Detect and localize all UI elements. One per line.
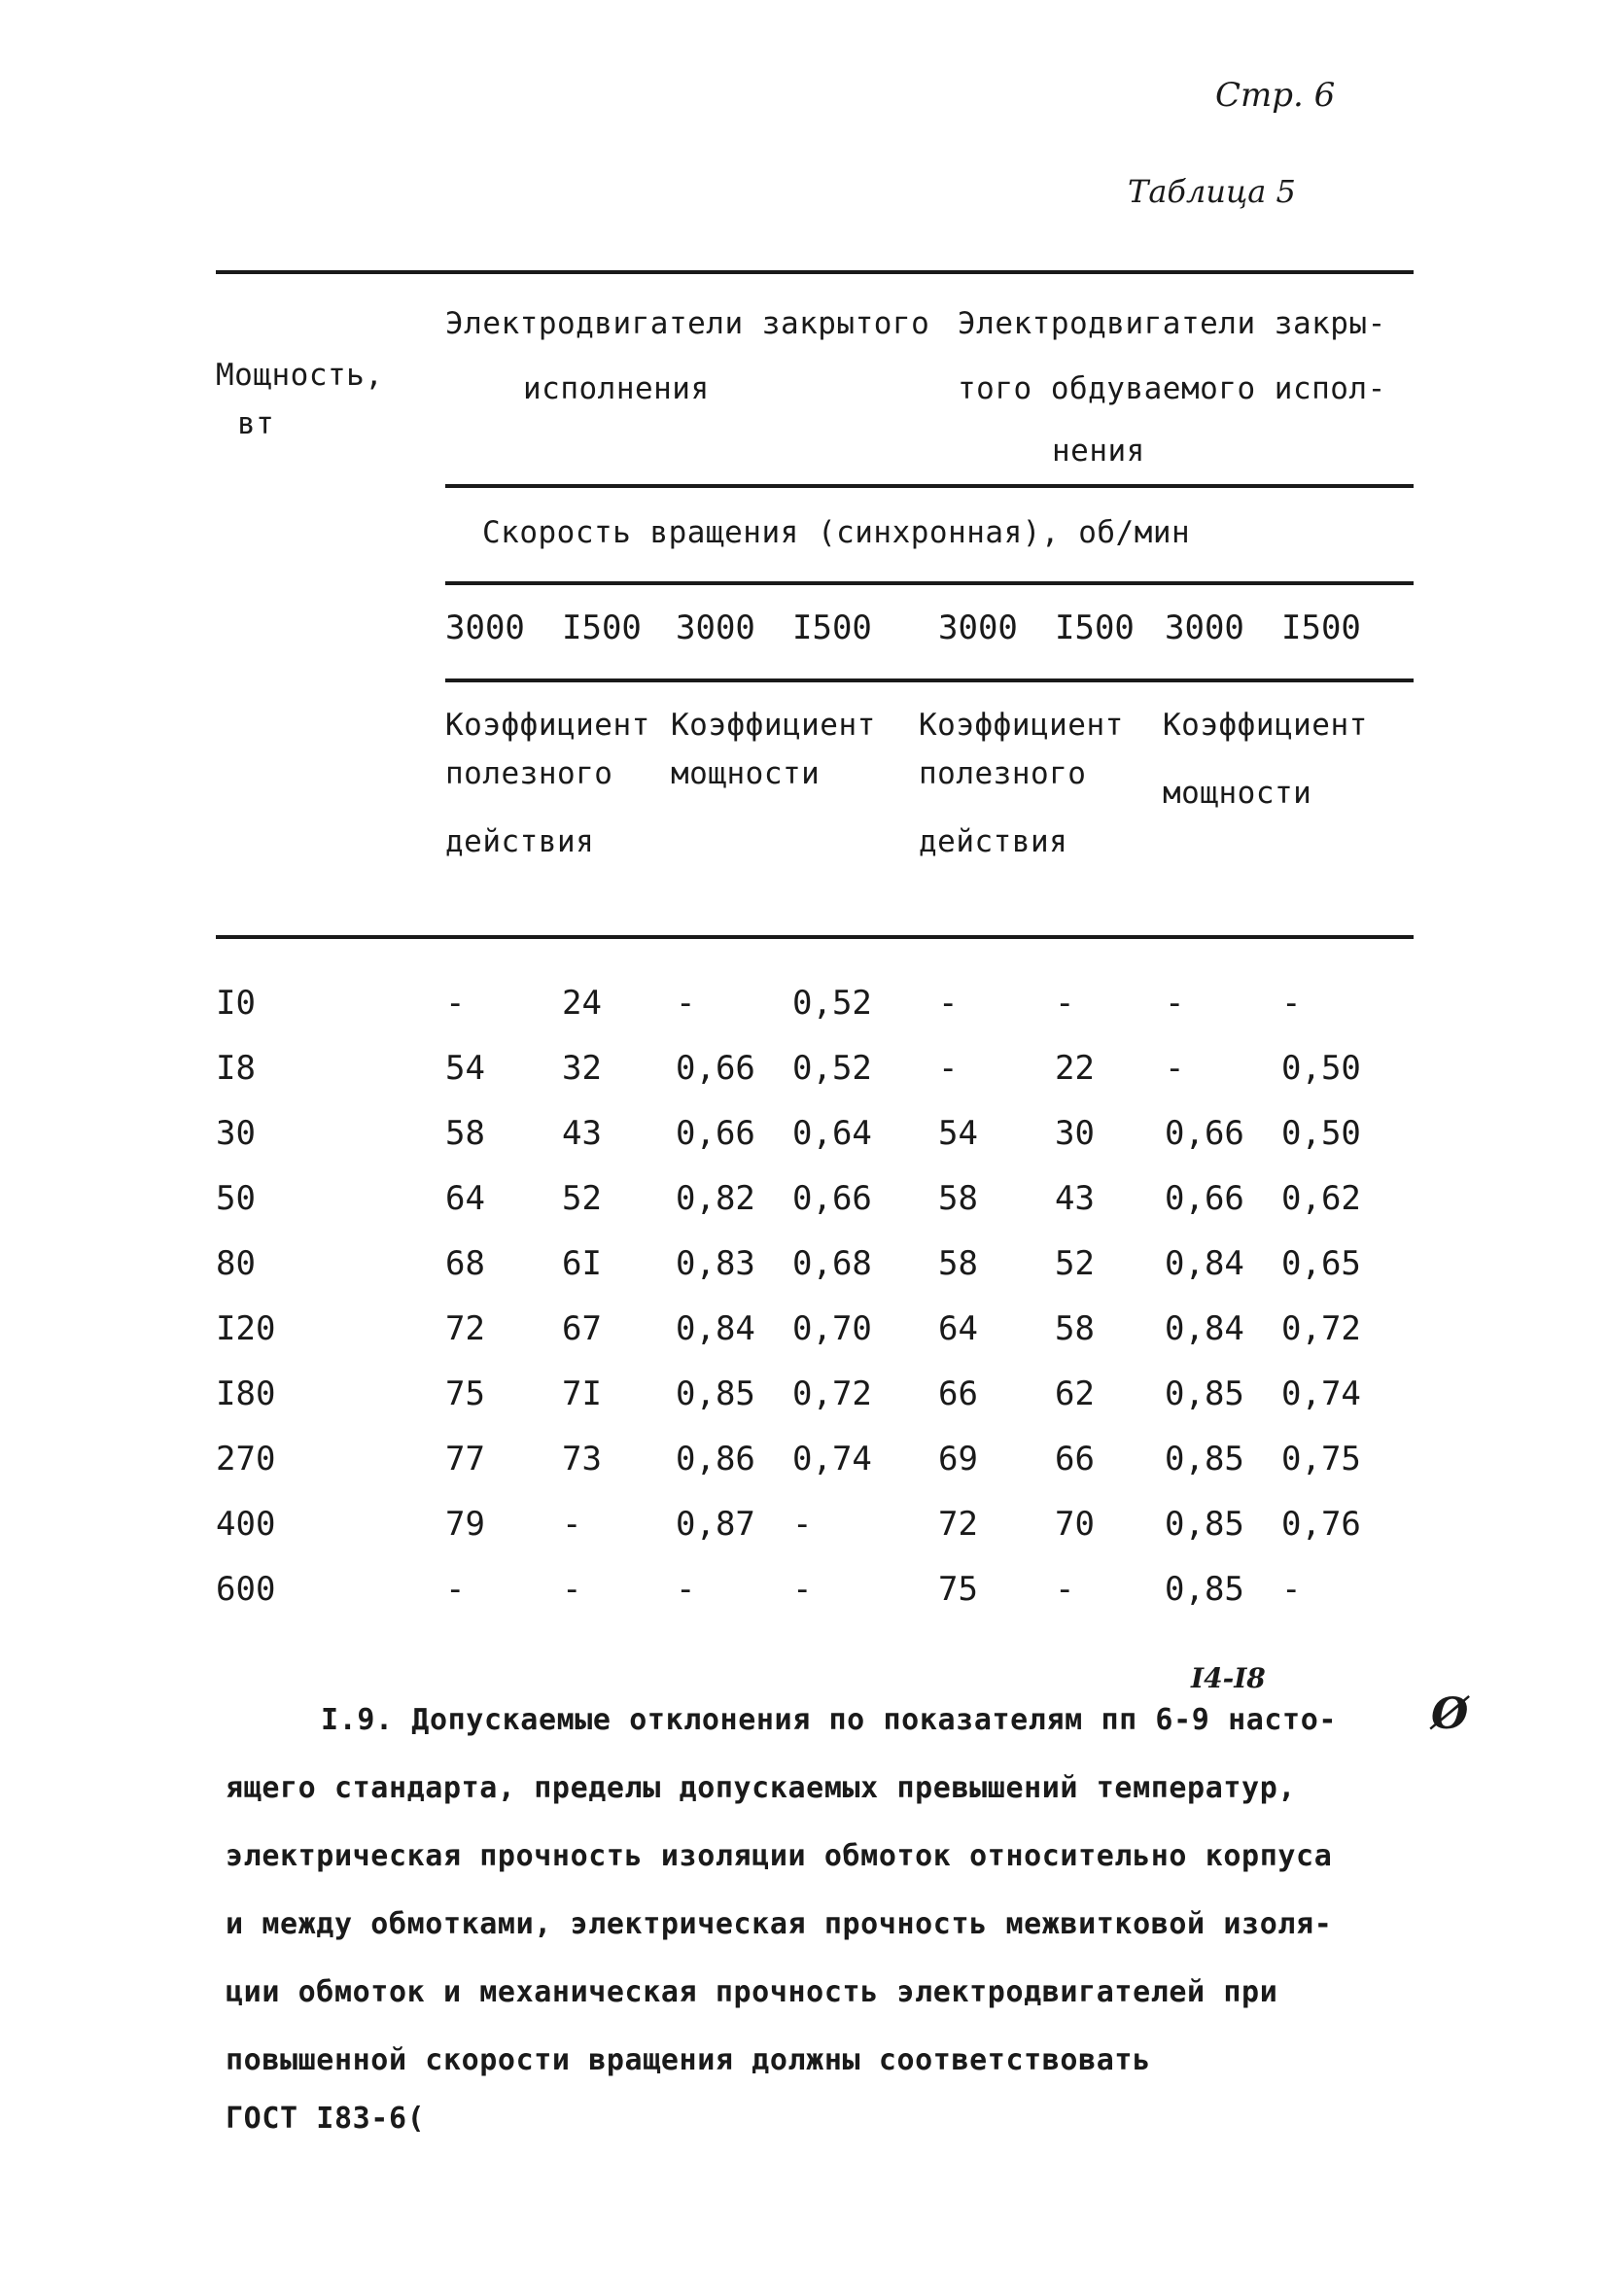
power-factor-header-2-line-1: Коэффициент (1163, 708, 1368, 743)
table-cell: 64 (445, 1179, 485, 1218)
speed-cell: I500 (1055, 609, 1135, 647)
table-cell: - (1165, 1049, 1185, 1088)
table-cell: 0,65 (1281, 1244, 1361, 1283)
table-cell: 52 (562, 1179, 602, 1218)
speeds-rule (445, 678, 1414, 682)
table-cell: - (562, 1570, 582, 1609)
group-blown-line-3: нения (1052, 434, 1145, 469)
table-cell: - (1055, 984, 1075, 1023)
efficiency-header-1-line-3: действия (445, 824, 595, 859)
table-title: Таблица 5 (1128, 173, 1296, 210)
speed-cell: 3000 (938, 609, 1018, 647)
note-mark: I4-I8 (1191, 1662, 1266, 1694)
table-cell: - (562, 1505, 582, 1544)
table-cell: - (445, 984, 466, 1023)
row-power-cell: 600 (216, 1570, 276, 1609)
speed-cell: 3000 (1165, 609, 1244, 647)
efficiency-header-1-line-2: полезного (445, 756, 613, 791)
efficiency-header-2-line-3: действия (919, 824, 1068, 859)
table-cell: - (676, 1570, 696, 1609)
table-cell: 0,66 (1165, 1179, 1244, 1218)
table-cell: 58 (1055, 1309, 1095, 1348)
speed-cell: I500 (562, 609, 642, 647)
table-cell: 0,85 (1165, 1374, 1244, 1413)
table-top-rule (216, 270, 1414, 274)
table-cell: 52 (1055, 1244, 1095, 1283)
table-cell: 32 (562, 1049, 602, 1088)
table-cell: 0,86 (676, 1440, 755, 1478)
row-power-cell: I20 (216, 1309, 276, 1348)
margin-mark: Ø (1431, 1689, 1469, 1739)
table-cell: 75 (445, 1374, 485, 1413)
paragraph-line: электрическая прочность изоляции обмоток относительно корпуса (226, 1839, 1333, 1873)
speed-label: Скорость вращения (синхронная), об/мин (482, 515, 1191, 550)
table-cell: 77 (445, 1440, 485, 1478)
table-cell: 0,74 (1281, 1374, 1361, 1413)
power-factor-header-2-line-2: мощности (1163, 776, 1312, 811)
table-cell: - (792, 1505, 813, 1544)
table-cell: 54 (938, 1114, 978, 1153)
table-cell: 79 (445, 1505, 485, 1544)
group-closed-line-2: исполнения (523, 371, 710, 406)
table-cell: 7I (562, 1374, 602, 1413)
efficiency-header-1-line-1: Коэффициент (445, 708, 650, 743)
table-cell: 0,66 (792, 1179, 872, 1218)
row-power-cell: I80 (216, 1374, 276, 1413)
paragraph-line: и между обмотками, электрическая прочность межвитковой изоля- (226, 1907, 1333, 1941)
table-cell: 0,72 (1281, 1309, 1361, 1348)
efficiency-header-2-line-1: Коэффициент (919, 708, 1124, 743)
group-closed-line-1: Электродвигатели закрытого (445, 306, 930, 341)
table-cell: 43 (562, 1114, 602, 1153)
table-cell: 58 (445, 1114, 485, 1153)
group-blown-line-1: Электродвигатели закры- (958, 306, 1386, 341)
table-cell: 0,52 (792, 1049, 872, 1088)
table-cell: 0,85 (1165, 1505, 1244, 1544)
power-factor-header-1-line-2: мощности (671, 756, 821, 791)
table-cell: 70 (1055, 1505, 1095, 1544)
table-cell: 0,84 (676, 1309, 755, 1348)
row-power-cell: I8 (216, 1049, 256, 1088)
table-cell: - (1165, 984, 1185, 1023)
table-cell: 30 (1055, 1114, 1095, 1153)
table-cell: 0,74 (792, 1440, 872, 1478)
table-cell: - (445, 1570, 466, 1609)
table-cell: 0,50 (1281, 1049, 1361, 1088)
speed-cell: I500 (1281, 609, 1361, 647)
table-cell: 0,75 (1281, 1440, 1361, 1478)
table-cell: 0,83 (676, 1244, 755, 1283)
page-number: Стр. 6 (1215, 76, 1336, 115)
efficiency-header-2-line-2: полезного (919, 756, 1087, 791)
table-cell: 64 (938, 1309, 978, 1348)
table-cell: - (792, 1570, 813, 1609)
table-cell: - (676, 984, 696, 1023)
group-rule (445, 484, 1414, 488)
row-power-cell: 50 (216, 1179, 256, 1218)
table-cell: 0,87 (676, 1505, 755, 1544)
table-cell: 62 (1055, 1374, 1095, 1413)
table-cell: 0,52 (792, 984, 872, 1023)
table-cell: 0,68 (792, 1244, 872, 1283)
table-cell: 0,82 (676, 1179, 755, 1218)
table-cell: 54 (445, 1049, 485, 1088)
table-cell: 0,50 (1281, 1114, 1361, 1153)
table-cell: 0,85 (1165, 1440, 1244, 1478)
power-header-line-1: Мощность, (216, 358, 384, 393)
table-cell: 68 (445, 1244, 485, 1283)
table-cell: 0,64 (792, 1114, 872, 1153)
table-cell: 67 (562, 1309, 602, 1348)
row-power-cell: 400 (216, 1505, 276, 1544)
group-blown-line-2: того обдуваемого испол- (958, 371, 1386, 406)
table-cell: 0,76 (1281, 1505, 1361, 1544)
table-cell: - (1281, 984, 1302, 1023)
table-cell: 58 (938, 1179, 978, 1218)
table-cell: 24 (562, 984, 602, 1023)
power-header-line-2: вт (237, 406, 275, 441)
table-cell: 0,84 (1165, 1244, 1244, 1283)
power-factor-header-1-line-1: Коэффициент (671, 708, 876, 743)
table-cell: 58 (938, 1244, 978, 1283)
row-power-cell: I0 (216, 984, 256, 1023)
row-power-cell: 30 (216, 1114, 256, 1153)
paragraph-line: повышенной скорости вращения должны соответствовать (226, 2043, 1151, 2077)
table-cell: 66 (938, 1374, 978, 1413)
paragraph-line: ции обмоток и механическая прочность электродвигателей при (226, 1975, 1278, 2009)
table-cell: 0,70 (792, 1309, 872, 1348)
table-cell: 73 (562, 1440, 602, 1478)
table-cell: 0,85 (1165, 1570, 1244, 1609)
table-cell: 6I (562, 1244, 602, 1283)
header-bottom-rule (216, 935, 1414, 939)
speed-cell: I500 (792, 609, 872, 647)
table-cell: 0,66 (1165, 1114, 1244, 1153)
speed-cell: 3000 (676, 609, 755, 647)
table-cell: 0,85 (676, 1374, 755, 1413)
table-cell: - (938, 984, 959, 1023)
row-power-cell: 270 (216, 1440, 276, 1478)
table-cell: 72 (938, 1505, 978, 1544)
speed-label-rule (445, 581, 1414, 585)
table-cell: 43 (1055, 1179, 1095, 1218)
table-cell: 66 (1055, 1440, 1095, 1478)
table-cell: - (1281, 1570, 1302, 1609)
paragraph-line: ГОСТ I83-6( (226, 2102, 426, 2136)
paragraph-line: I.9. Допускаемые отклонения по показателям пп 6-9 насто- (321, 1703, 1338, 1737)
table-cell: 0,72 (792, 1374, 872, 1413)
table-cell: - (938, 1049, 959, 1088)
speed-cell: 3000 (445, 609, 525, 647)
table-cell: 69 (938, 1440, 978, 1478)
table-cell: 75 (938, 1570, 978, 1609)
row-power-cell: 80 (216, 1244, 256, 1283)
table-cell: - (1055, 1570, 1075, 1609)
table-cell: 22 (1055, 1049, 1095, 1088)
table-cell: 0,84 (1165, 1309, 1244, 1348)
table-cell: 72 (445, 1309, 485, 1348)
paragraph-line: ящего стандарта, пределы допускаемых превышений температур, (226, 1771, 1297, 1805)
table-cell: 0,66 (676, 1114, 755, 1153)
table-cell: 0,62 (1281, 1179, 1361, 1218)
table-cell: 0,66 (676, 1049, 755, 1088)
